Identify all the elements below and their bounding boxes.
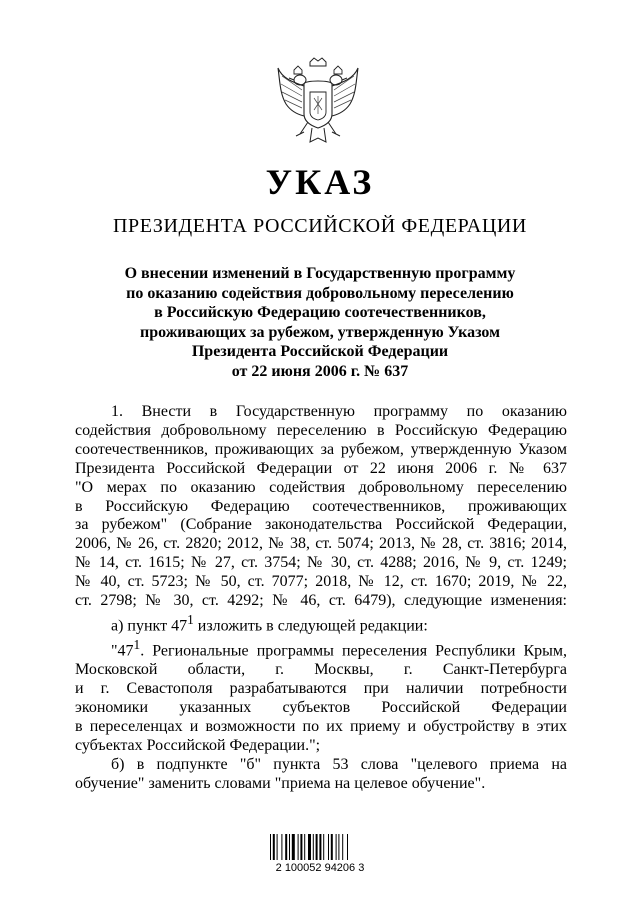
text-line: соотечественников, проживающих за рубежом, утвержденную Указом — [75, 440, 567, 458]
item-a-suffix: изложить в следующей редакции: — [193, 617, 428, 635]
text-line: Президента Российской Федерации от 22 июня 2006 г. № 637 — [75, 459, 567, 477]
barcode-bar — [273, 834, 275, 860]
document-title: УКАЗ — [265, 162, 375, 202]
barcode-bar — [277, 834, 278, 860]
text-line: в Российскую Федерацию соотечественников, проживающих — [75, 497, 567, 515]
decree-heading — [100, 264, 540, 381]
barcode-bar — [300, 834, 302, 860]
barcode-number: 2 100052 94206 3 — [275, 862, 365, 874]
barcode-bar — [292, 834, 295, 860]
text-line: содействия добровольному переселению в Российскую Федерацию — [75, 421, 567, 439]
barcode-bar — [316, 834, 318, 860]
paragraph-1 — [75, 403, 567, 611]
item-a-prefix: а) пункт 47 — [111, 617, 188, 635]
item-a — [75, 611, 567, 636]
text-line: субъектах Российской Федерации."; — [75, 737, 321, 755]
quote-suffix: . Региональные программы переселения Республики Крым, — [140, 642, 567, 660]
heading-line: в Российскую Федерацию соотечественников, — [154, 304, 486, 321]
text-line: "О мерах по оказанию содействия добровольному переселению — [75, 478, 567, 496]
quoted-paragraph — [75, 636, 567, 756]
heading-line: проживающих за рубежом, утвержденную Указом — [139, 323, 501, 341]
text-line: № 40, ст. 5723; № 50, ст. 7077; 2018, № 12, ст. 1670; 2019, № 22, — [75, 573, 567, 591]
text-line: в переселенцах и возможности по их приему и обустройству в этих — [75, 718, 567, 736]
text-line: б) в подпункте "б" пункта 53 слова "целевого приема на — [111, 755, 567, 773]
barcode-bars — [270, 834, 348, 860]
barcode-bar — [323, 834, 324, 860]
barcode-bar — [298, 834, 299, 860]
heading-line: от 22 июня 2006 г. № 637 — [231, 362, 409, 380]
barcode-bar — [285, 834, 287, 860]
document-subtitle: ПРЕЗИДЕНТА РОССИЙСКОЙ ФЕДЕРАЦИИ — [113, 215, 527, 237]
barcode-bar — [319, 834, 321, 860]
text-line: 1. Внести в Государственную программу по оказанию — [111, 403, 567, 420]
quote-prefix: "47 — [111, 642, 134, 660]
text-line: 2006, № 26, ст. 2820; 2012, № 38, ст. 5074; 2013, № 28, ст. 3816; 2014, — [75, 535, 567, 553]
heading-line: по оказанию содействия добровольному переселению — [126, 284, 514, 302]
barcode-bar — [331, 834, 333, 860]
barcode-bar — [328, 834, 329, 860]
barcode-bar — [313, 834, 314, 860]
barcode-bar — [270, 834, 271, 860]
barcode-bar — [289, 834, 290, 860]
coat-of-arms-emblem — [274, 56, 362, 150]
barcode-bar — [304, 834, 305, 860]
superscript: 1 — [187, 611, 194, 627]
superscript: 1 — [133, 637, 141, 653]
text-line: экономики указанных субъектов Российской Федерации — [75, 699, 567, 717]
text-line: ст. 2798; № 30, ст. 4292; № 46, ст. 6479), следующие изменения: — [75, 592, 567, 610]
text-line — [75, 636, 567, 661]
barcode-bar — [347, 834, 348, 860]
barcode-bar — [336, 834, 337, 860]
barcode-bar — [308, 834, 311, 860]
barcode-bar — [281, 834, 282, 860]
decree-body — [75, 403, 567, 794]
text-line: Московской области, г. Москвы, г. Санкт-Петербурга — [75, 661, 567, 679]
text-line: за рубежом" (Собрание законодательства Российской Федерации, — [75, 516, 567, 534]
text-line: № 14, ст. 1615; № 27, ст. 3754; № 30, ст. 4288; 2016, № 9, ст. 1249; — [75, 554, 567, 572]
text-line — [75, 611, 567, 636]
barcode-bar — [342, 834, 343, 860]
heading-line: Президента Российской Федерации — [191, 343, 449, 360]
heading-line: О внесении изменений в Государственную программу — [124, 265, 516, 282]
item-b — [75, 756, 567, 794]
text-line: и г. Севастополя разрабатываются при наличии потребности — [75, 680, 567, 698]
barcode-bar — [338, 834, 339, 860]
text-line: обучение" заменить словами "приема на целевое обучение". — [75, 774, 486, 792]
